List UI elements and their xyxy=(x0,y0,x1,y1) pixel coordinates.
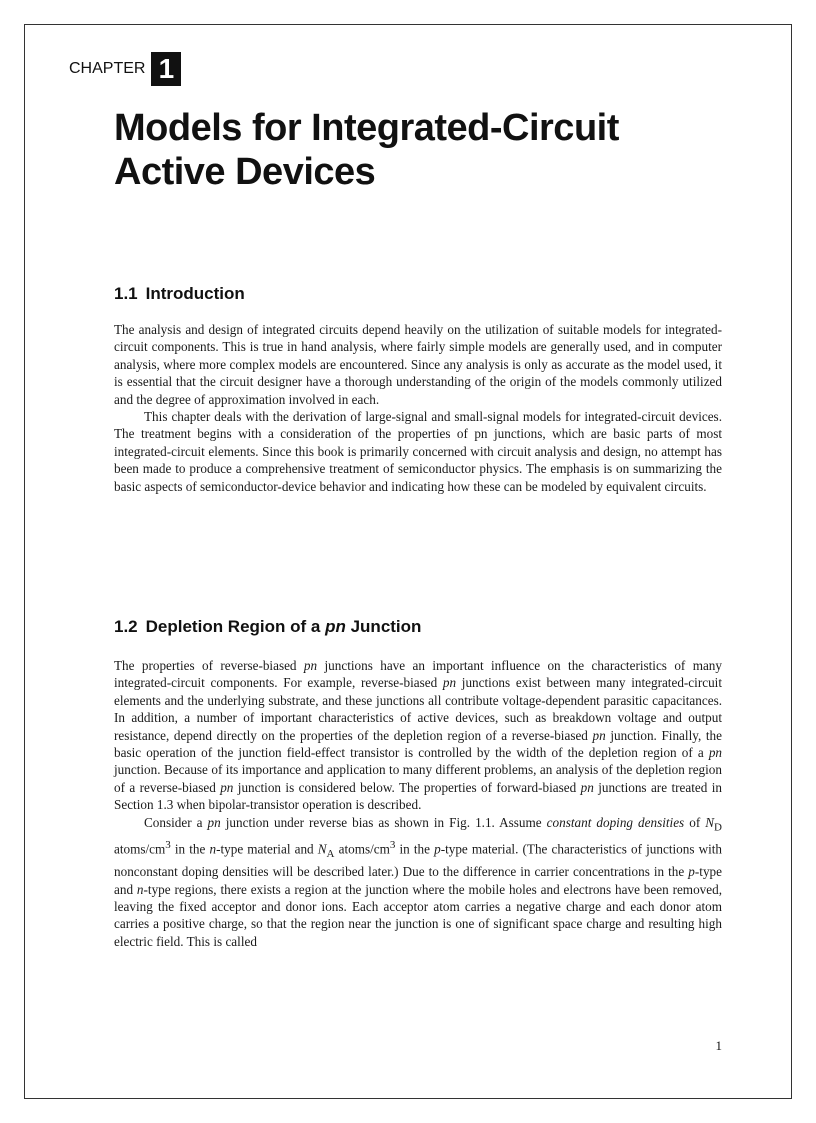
paragraph-text: This chapter deals with the derivation of large-signal and small-signal models for integrated-circuit devices. The treatment begins with a consideration of the properties of pn junctions, which are basic parts of most integrated-circuit elements. Since this book is primarily concerned with circuit analysis and design, no attempt has been made to produce a comprehensive treatment of semiconductor physics. The emphasis is on summarizing the basic aspects of semiconductor-device behavior and indicating how these can be modeled by equivalent circuits. xyxy=(114,409,722,494)
symbol-nd: N xyxy=(705,814,715,830)
italic-text: pn xyxy=(708,745,722,761)
text: atoms/cm xyxy=(334,841,390,857)
section-body-depletion-region xyxy=(114,657,722,950)
text: Consider a xyxy=(144,814,208,830)
section-title-pre: Depletion Region of a xyxy=(145,617,326,636)
text: junctions have an important influence on the characteristics of many integrated-circuit components. For example, reverse-biased xyxy=(114,658,722,691)
text: atoms/cm xyxy=(114,841,166,857)
chapter-header xyxy=(69,52,181,86)
text: -type regions, there exists a region at the junction where the mobile holes and electrons have been removed, leaving the fixed acceptor and donor ions. Each acceptor atom carries a negative charge and each donor atom carries a positive charge, so that the region near the junction is one of significant space charge and resulting high electric field. This is called xyxy=(114,881,722,949)
text: -type material. (The characteristics of junctions with nonconstant doping densities will be described later.) Due to the difference in carrier concentrations in the xyxy=(114,841,723,880)
section-heading-depletion-region xyxy=(114,616,421,638)
section-title-post: Junction xyxy=(345,617,422,636)
chapter-number-badge: 1 xyxy=(151,52,181,86)
superscript: 3 xyxy=(389,838,396,851)
italic-text: pn xyxy=(442,675,457,691)
section-title-italic: pn xyxy=(325,617,346,636)
paragraph xyxy=(114,408,722,495)
italic-text: p xyxy=(434,841,441,857)
italic-text: pn xyxy=(220,779,234,795)
text: junction. Because of its importance and application to many different problems, an analysis of the depletion region of a reverse-biased xyxy=(114,762,722,795)
text: junctions exist between many integrated-circuit elements and the underlying substrate, and these junctions all contribute voltage-dependent parasitic capacitances. In addition, a number of important characteristics of active devices, such as breakdown voltage and output resistance, depend directly on the properties of the depletion region of a reverse-biased xyxy=(114,675,722,743)
italic-text: pn xyxy=(580,779,594,795)
italic-text: n xyxy=(209,841,217,857)
subscript: A xyxy=(326,847,335,860)
subscript: D xyxy=(714,821,722,834)
section-body-introduction xyxy=(114,321,722,495)
italic-text: pn xyxy=(592,727,606,743)
section-heading-introduction xyxy=(114,283,245,305)
paragraph: The analysis and design of integrated circuits depend heavily on the utilization of suitable models for integrated-circuit components. This is true in hand analysis, where fairly simple models are generally used, and in computer analysis, where more complex models are encountered. Since any analysis is only as accurate as the model used, it is essential that the circuit designer have a thorough understanding of the origin of the models commonly utilized and the degree of approximation involved in each. xyxy=(114,322,722,407)
italic-text: constant doping densities xyxy=(546,814,685,830)
symbol-na: N xyxy=(317,841,327,857)
text: of xyxy=(684,814,706,830)
section-number: 1.2 xyxy=(114,617,138,636)
chapter-label: CHAPTER xyxy=(69,60,146,77)
text: -type material and xyxy=(216,841,318,857)
text: junction under reverse bias as shown in Fig. 1.1. Assume xyxy=(220,814,547,830)
paragraph xyxy=(114,657,722,814)
superscript: 3 xyxy=(165,838,171,851)
text: in the xyxy=(395,841,435,857)
page-number: 1 xyxy=(715,1038,722,1053)
italic-text: pn xyxy=(207,814,221,830)
paragraph xyxy=(114,814,722,951)
italic-text: n xyxy=(136,881,144,897)
text: junctions are treated in Section 1.3 when bipolar-transistor operation is described. xyxy=(114,779,722,813)
text: in the xyxy=(170,841,210,857)
section-title: Introduction xyxy=(145,284,245,303)
italic-text: p xyxy=(688,864,695,880)
italic-text: pn xyxy=(303,658,318,673)
text: junction. Finally, the basic operation of the junction field-effect transistor is controlled by the width of the depletion region of a xyxy=(114,727,722,761)
section-number: 1.1 xyxy=(114,284,138,303)
text: The properties of reverse-biased xyxy=(114,658,304,673)
text: -type and xyxy=(114,864,722,897)
text: junction is considered below. The properties of forward-biased xyxy=(233,779,581,795)
chapter-title: Models for Integrated-Circuit Active Devices xyxy=(114,107,619,193)
